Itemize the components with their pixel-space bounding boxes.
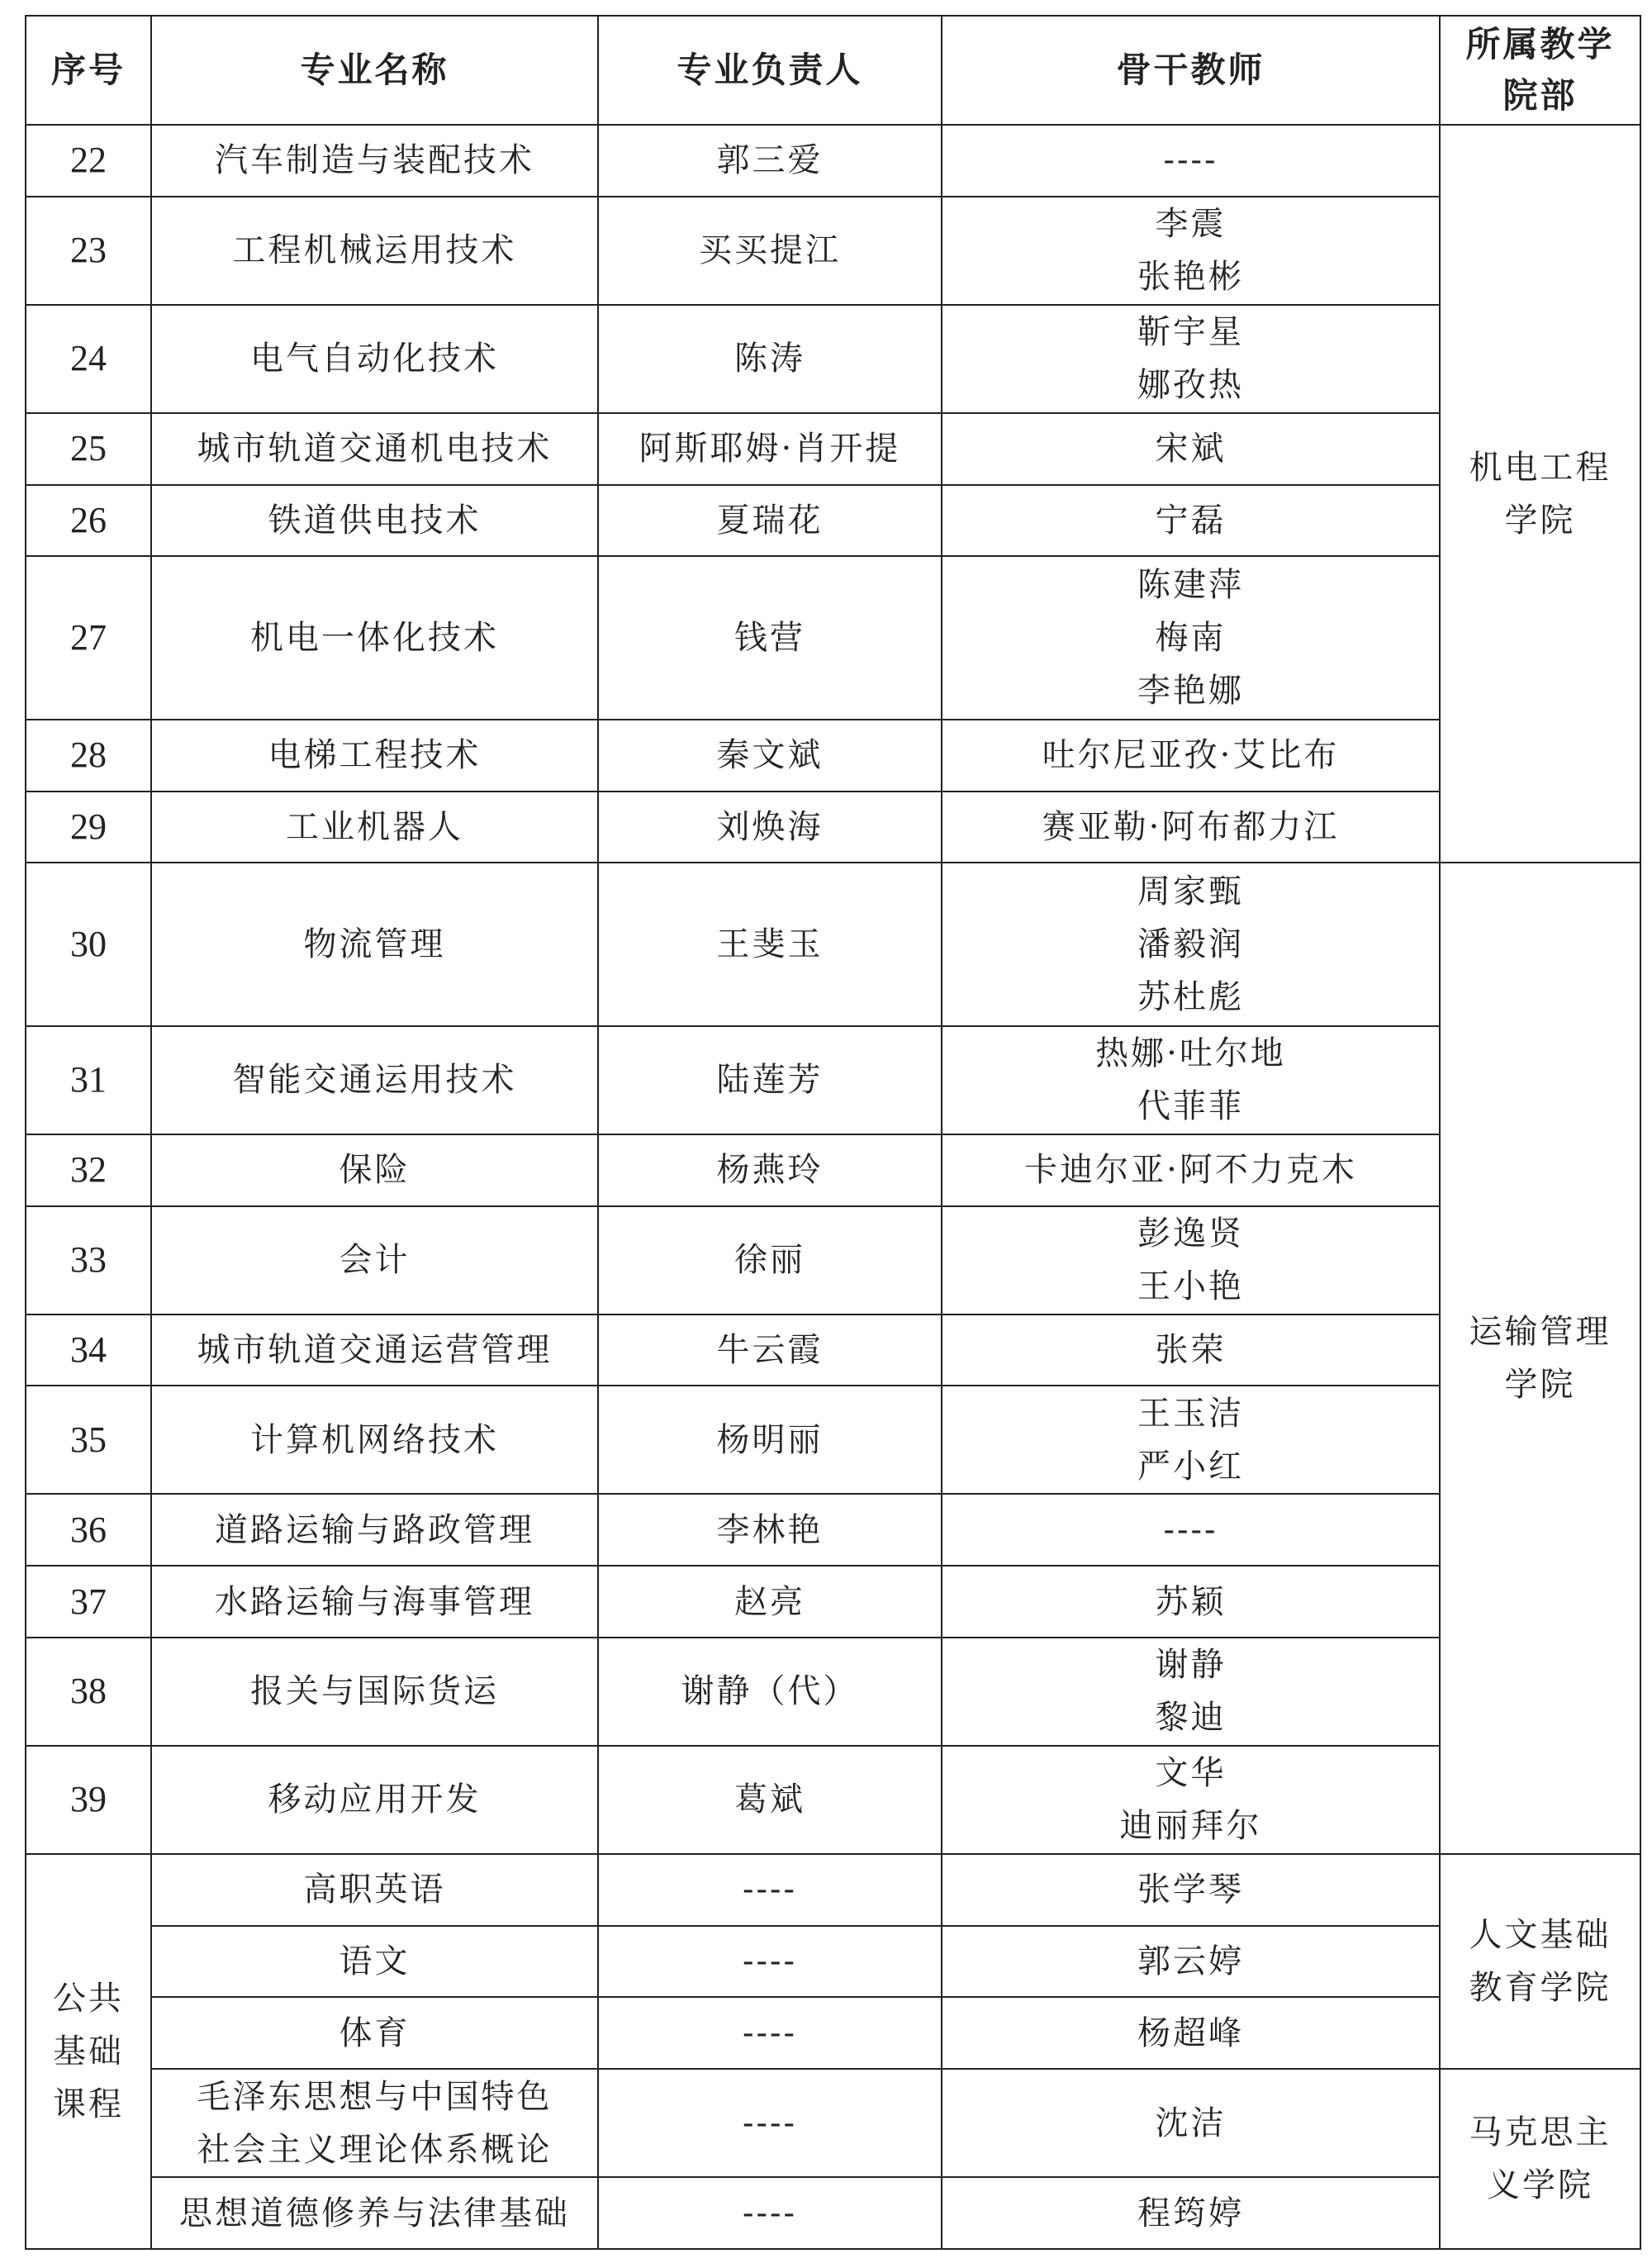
major-leader: 杨明丽 xyxy=(598,1386,942,1494)
major-leader: 杨燕玲 xyxy=(598,1134,942,1206)
staff-table xyxy=(25,15,1641,2250)
table-row xyxy=(26,792,1640,863)
core-teachers xyxy=(942,1638,1440,1746)
major-leader: ---- xyxy=(598,1997,942,2069)
header-major: 专业名称 xyxy=(151,16,598,125)
major-name: 工程机械运用技术 xyxy=(151,197,598,305)
core-teachers-line: 苏颖 xyxy=(1155,1582,1227,1621)
core-teachers-line: 卡迪尔亚·阿不力克木 xyxy=(1024,1151,1357,1190)
major-leader: ---- xyxy=(598,1926,942,1998)
major-name: 保险 xyxy=(151,1134,598,1206)
row-number: 37 xyxy=(26,1566,151,1638)
public-course-label-line: 基础 xyxy=(53,2032,124,2070)
major-leader: ---- xyxy=(598,1854,942,1926)
major-leader: 李林艳 xyxy=(598,1494,942,1566)
table-row xyxy=(26,1494,1640,1566)
core-teachers-line: 迪丽拜尔 xyxy=(1119,1807,1262,1846)
major-leader: 阿斯耶姆·肖开提 xyxy=(598,413,942,485)
core-teachers-line: 娜孜热 xyxy=(1137,366,1244,405)
major-name: 电气自动化技术 xyxy=(151,305,598,413)
row-number: 33 xyxy=(26,1206,151,1315)
table-row xyxy=(26,125,1640,197)
major-name: 城市轨道交通机电技术 xyxy=(151,413,598,485)
core-teachers xyxy=(942,720,1440,792)
major-leader: ---- xyxy=(598,2177,942,2249)
row-number: 26 xyxy=(26,485,151,557)
table-row xyxy=(26,1315,1640,1386)
major-leader: 赵亮 xyxy=(598,1566,942,1638)
table-row xyxy=(26,305,1640,413)
core-teachers xyxy=(942,1566,1440,1638)
core-teachers-line: 吐尔尼亚孜·艾比布 xyxy=(1042,736,1340,775)
core-teachers xyxy=(942,1997,1440,2069)
row-number: 38 xyxy=(26,1638,151,1746)
core-teachers-line: 陈建萍 xyxy=(1137,566,1244,605)
major-leader: 买买提江 xyxy=(598,197,942,305)
core-teachers-line: 文华 xyxy=(1155,1754,1227,1793)
department-cell-line: 义学院 xyxy=(1487,2166,1593,2205)
core-teachers-line: 潘毅润 xyxy=(1137,925,1244,964)
core-teachers-line: 郭云婷 xyxy=(1137,1942,1244,1981)
row-number: 27 xyxy=(26,556,151,720)
major-name: 智能交通运用技术 xyxy=(151,1026,598,1134)
table-row xyxy=(26,1206,1640,1315)
core-teachers xyxy=(942,1315,1440,1386)
table-header-row xyxy=(26,16,1640,125)
major-name: 工业机器人 xyxy=(151,792,598,863)
major-name: 电梯工程技术 xyxy=(151,720,598,792)
table-row xyxy=(26,1746,1640,1854)
core-teachers-line: ---- xyxy=(1163,141,1218,180)
core-teachers xyxy=(942,125,1440,197)
core-teachers-line: 沈洁 xyxy=(1155,2104,1227,2142)
row-number: 24 xyxy=(26,305,151,413)
core-teachers-line: 张学琴 xyxy=(1137,1871,1244,1909)
core-teachers-line: ---- xyxy=(1163,1510,1218,1549)
core-teachers xyxy=(942,1026,1440,1134)
table-row xyxy=(26,2177,1640,2249)
major-leader: 王斐玉 xyxy=(598,863,942,1026)
major-leader: 陆莲芳 xyxy=(598,1026,942,1134)
department-cell xyxy=(1440,1854,1640,2069)
core-teachers xyxy=(942,1386,1440,1494)
table-row xyxy=(26,1997,1640,2069)
major-leader: ---- xyxy=(598,2069,942,2177)
major-leader: 刘焕海 xyxy=(598,792,942,863)
major-name: 汽车制造与装配技术 xyxy=(151,125,598,197)
core-teachers xyxy=(942,485,1440,557)
department-cell-line: 马克思主 xyxy=(1469,2113,1612,2152)
core-teachers xyxy=(942,197,1440,305)
major-leader: 葛斌 xyxy=(598,1746,942,1854)
major-name: 道路运输与路政管理 xyxy=(151,1494,598,1566)
department-cell xyxy=(1440,2069,1640,2249)
table-row xyxy=(26,556,1640,720)
core-teachers xyxy=(942,1494,1440,1566)
department-cell: 运输管理学院 xyxy=(1440,863,1640,1854)
core-teachers xyxy=(942,1926,1440,1998)
core-teachers-line: 赛亚勒·阿布都力江 xyxy=(1042,807,1340,846)
core-teachers-line: 周家甄 xyxy=(1137,872,1244,911)
core-teachers xyxy=(942,2177,1440,2249)
public-course-label xyxy=(26,1854,151,2249)
header-teachers: 骨干教师 xyxy=(942,16,1440,125)
core-teachers xyxy=(942,792,1440,863)
core-teachers-line: 靳宇星 xyxy=(1137,313,1244,352)
core-teachers xyxy=(942,1854,1440,1926)
table-row xyxy=(26,1026,1640,1134)
row-number: 34 xyxy=(26,1315,151,1386)
core-teachers-line: 彭逸贤 xyxy=(1137,1215,1244,1253)
major-name: 语文 xyxy=(151,1926,598,1998)
table-row xyxy=(26,485,1640,557)
major-leader: 钱营 xyxy=(598,556,942,720)
core-teachers-line: 程筠婷 xyxy=(1137,2194,1244,2232)
table-row xyxy=(26,1386,1640,1494)
row-number: 31 xyxy=(26,1026,151,1134)
table-row xyxy=(26,1926,1640,1998)
row-number: 23 xyxy=(26,197,151,305)
core-teachers xyxy=(942,305,1440,413)
table-row xyxy=(26,1854,1640,1926)
core-teachers-line: 王玉洁 xyxy=(1137,1394,1244,1433)
major-leader: 徐丽 xyxy=(598,1206,942,1315)
table-row xyxy=(26,720,1640,792)
core-teachers-line: 代菲菲 xyxy=(1137,1087,1244,1126)
major-name: 物流管理 xyxy=(151,863,598,1026)
major-leader: 陈涛 xyxy=(598,305,942,413)
table-row xyxy=(26,1638,1640,1746)
core-teachers xyxy=(942,1134,1440,1206)
core-teachers-line: 黎迪 xyxy=(1155,1699,1227,1738)
table-row xyxy=(26,1134,1640,1206)
row-number: 25 xyxy=(26,413,151,485)
row-number: 28 xyxy=(26,720,151,792)
department-cell-line: 教育学院 xyxy=(1469,1969,1612,2008)
header-department: 所属教学院部 xyxy=(1440,16,1640,125)
core-teachers-line: 李震 xyxy=(1155,205,1227,244)
major-name: 高职英语 xyxy=(151,1854,598,1926)
header-leader: 专业负责人 xyxy=(598,16,942,125)
major-leader: 谢静（代） xyxy=(598,1638,942,1746)
core-teachers-line: 梅南 xyxy=(1155,619,1227,658)
core-teachers xyxy=(942,556,1440,720)
major-leader: 夏瑞花 xyxy=(598,485,942,557)
major-leader: 秦文斌 xyxy=(598,720,942,792)
core-teachers xyxy=(942,863,1440,1026)
table-row xyxy=(26,863,1640,1026)
major-name: 计算机网络技术 xyxy=(151,1386,598,1494)
department-cell: 机电工程学院 xyxy=(1440,125,1640,863)
core-teachers-line: 宋斌 xyxy=(1155,430,1227,468)
major-name: 机电一体化技术 xyxy=(151,556,598,720)
row-number: 35 xyxy=(26,1386,151,1494)
core-teachers xyxy=(942,413,1440,485)
core-teachers-line: 张荣 xyxy=(1155,1331,1227,1370)
table-row xyxy=(26,1566,1640,1638)
major-name xyxy=(151,2069,598,2177)
core-teachers xyxy=(942,2069,1440,2177)
major-name: 城市轨道交通运营管理 xyxy=(151,1315,598,1386)
core-teachers-line: 谢静 xyxy=(1155,1646,1227,1685)
core-teachers-line: 杨超峰 xyxy=(1137,2013,1244,2052)
major-name: 思想道德修养与法律基础 xyxy=(151,2177,598,2249)
major-name: 报关与国际货运 xyxy=(151,1638,598,1746)
public-course-label-line: 公共 xyxy=(53,1979,124,2018)
table-row xyxy=(26,2069,1640,2177)
row-number: 30 xyxy=(26,863,151,1026)
major-name: 水路运输与海事管理 xyxy=(151,1566,598,1638)
core-teachers-line: 严小红 xyxy=(1137,1447,1244,1486)
core-teachers xyxy=(942,1746,1440,1854)
major-name-line: 毛泽东思想与中国特色 xyxy=(197,2077,553,2116)
header-number: 序号 xyxy=(26,16,151,125)
row-number: 36 xyxy=(26,1494,151,1566)
table-row xyxy=(26,197,1640,305)
major-leader: 郭三爱 xyxy=(598,125,942,197)
row-number: 32 xyxy=(26,1134,151,1206)
public-course-label-line: 课程 xyxy=(53,2085,124,2123)
core-teachers-line: 宁磊 xyxy=(1155,501,1227,540)
core-teachers-line: 王小艳 xyxy=(1137,1267,1244,1306)
row-number: 39 xyxy=(26,1746,151,1854)
core-teachers-line: 张艳彬 xyxy=(1137,258,1244,297)
row-number: 22 xyxy=(26,125,151,197)
major-name: 体育 xyxy=(151,1997,598,2069)
major-name: 会计 xyxy=(151,1206,598,1315)
major-name: 移动应用开发 xyxy=(151,1746,598,1854)
table-row xyxy=(26,413,1640,485)
core-teachers-line: 苏杜彪 xyxy=(1137,978,1244,1017)
core-teachers xyxy=(942,1206,1440,1315)
major-name-line: 社会主义理论体系概论 xyxy=(197,2130,553,2169)
row-number: 29 xyxy=(26,792,151,863)
core-teachers-line: 热娜·吐尔地 xyxy=(1095,1034,1286,1073)
major-leader: 牛云霞 xyxy=(598,1315,942,1386)
core-teachers-line: 李艳娜 xyxy=(1137,672,1244,711)
department-cell-line: 人文基础 xyxy=(1469,1916,1612,1955)
major-name: 铁道供电技术 xyxy=(151,485,598,557)
